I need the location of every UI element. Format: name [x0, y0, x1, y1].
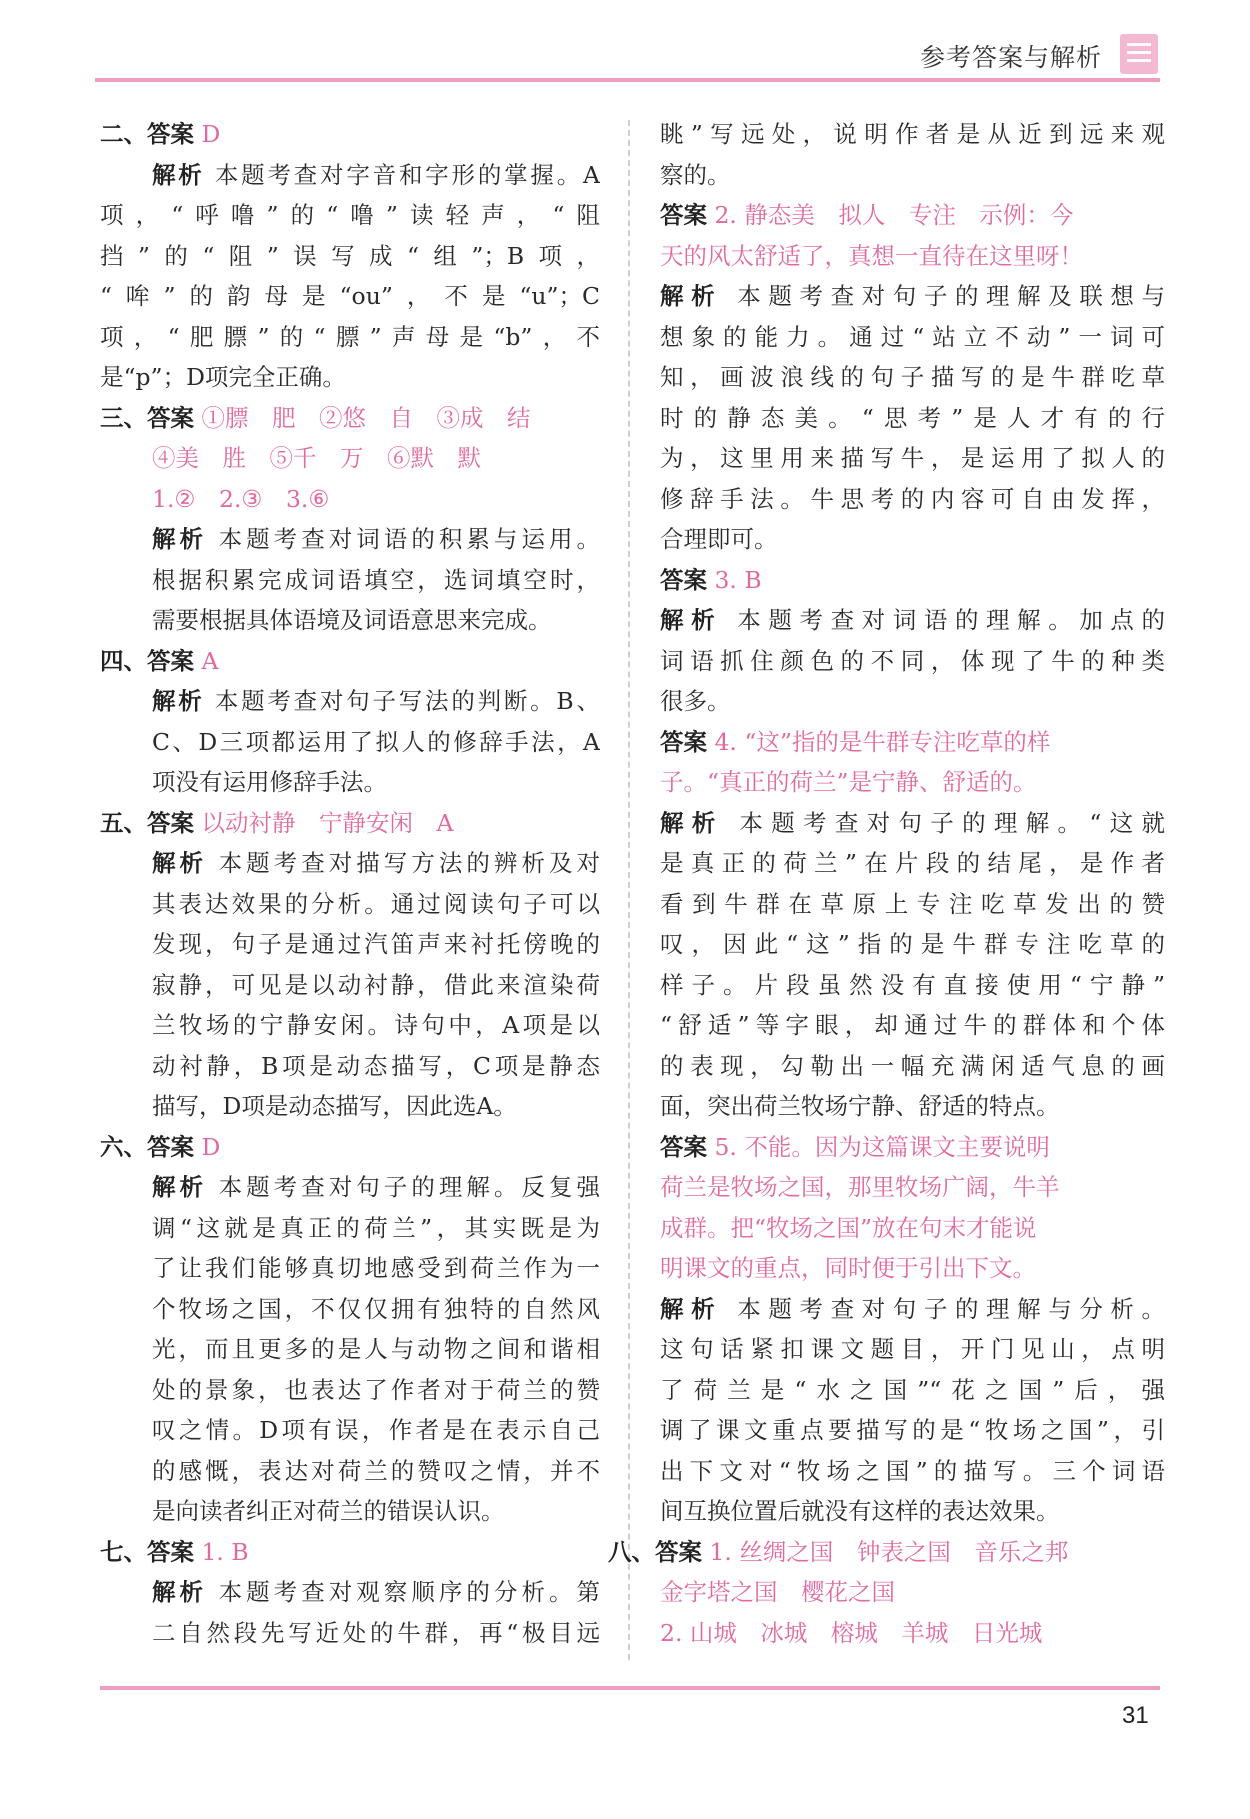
- analysis-label: 解析: [660, 1294, 723, 1323]
- analysis-label: 解析: [152, 687, 205, 715]
- page-header-title: 参考答案与解析: [920, 43, 1103, 72]
- answer-label: 答案: [147, 403, 194, 432]
- section-4-answer: 四、答案 A: [100, 646, 219, 675]
- analysis-label: 解析: [660, 606, 723, 634]
- header-divider: [95, 78, 1160, 82]
- answer-value: D: [201, 1132, 221, 1161]
- book-icon: [1120, 34, 1158, 74]
- analysis-label: 解析: [152, 849, 208, 877]
- answer-4: 答案 4. “这”指的是牛群专注吃草的样: [660, 727, 1051, 756]
- left-column: 二、答案 D 解析 本题考查对字音和字形的掌握。A 项，“呼噜”的“噜”读轻声，“阻 挡”的“阻”误写成“组”；B项， “哞”的韵母是“ou”，不是“u”；C 项，“肥膘”的“膘”声母是“b”，不 是“p”；D项完全正确。 三、答案 ①膘 肥 ②悠 自 ③成 结 ④美 胜 ⑤千 万 ⑥默 默 1.② 2.③ 3.⑥ 解析 本题考查对词语的积累与运用。 根据积累完成词语填空，选词填空时， 需要根据具体语境及词语意思来完成。 四、答案 A 解析 本题考查对句子写法的判断。B、 C、D三项都运用了拟人的修辞手法，A 项没有运用修辞手法。 五、答案 以动衬静 宁静安闲 A 解析 本题考查对描写方法的辨析及对 其表达效果的分析。通过阅读句子可以 发现，句子是通过汽笛声来衬托傍晚的 寂静，可见是以动衬静，借此来渲染荷 兰牧场的宁静安闲。诗句中，A项是以 动衬静，B项是动态描写，C项是静态 描写，D项是动态描写，因此选A。 六、答案 D 解析 本题考查对句子的理解。反复强 调“这就是真正的荷兰”，其实既是为 了让我们能够真切地感受到荷兰作为一 个牧场之国，不仅仅拥有独特的自然风 光，而且更多的是人与动物之间和谐相 处的景象，也表达了作者对于荷兰的赞 叹之情。D项有误，作者是在表示自己 的感慨，表达对荷兰的赞叹之情，并不 是向读者纠正对荷兰的错误认识。 七、答案 1. B 解析 本题考查对观察顺序的分析。第 二自然段先写近处的牛群，再“极目远: [100, 114, 600, 1653]
- analysis-label: 解析: [152, 525, 208, 553]
- answer-5: 答案 5. 不能。因为这篇课文主要说明: [660, 1132, 1050, 1161]
- right-column: 眺”写远处，说明作者是从近到远来观 察的。 答案 2. 静态美 拟人 专注 示例：今 天的风太舒适了，真想一直待在这里呀！ 解析 本题考查对句子的理解及联想与 想象的能力。通过“站立不动”一词可 知，画波浪线的句子描写的是牛群吃草 时的静态美。“思考”是人才有的行 为，这里用来描写牛，是运用了拟人的 修辞手法。牛思考的内容可自由发挥， 合理即可。 答案 3. B 解析 本题考查对词语的理解。加点的 词语抓住颜色的不同，体现了牛的种类 很多。 答案 4. “这”指的是牛群专注吃草的样 子。“真正的荷兰”是宁静、舒适的。 解析 本题考查对句子的理解。“这就 是真正的荷兰”在片段的结尾，是作者 看到牛群在草原上专注吃草发出的赞 叹，因此“这”指的是牛群专注吃草的 样子。片段虽然没有直接使用“宁静” “舒适”等字眼，却通过牛的群体和个体 的表现，勾勒出一幅充满闲适气息的画 面，突出荷兰牧场宁静、舒适的特点。 答案 5. 不能。因为这篇课文主要说明 荷兰是牧场之国，那里牧场广阔，牛羊 成群。把“牧场之国”放在句末才能说 明课文的重点，同时便于引出下文。 解析 本题考查对句子的理解与分析。 这句话紧扣课文题目，开门见山，点明 了荷兰是“水之国”“花之国”后，强 调了课文重点要描写的是“牧场之国”，引 出下文对“牧场之国”的描写。三个词语 间互换位置后就没有这样的表达效果。 八、答案 1. 丝绸之国 钟表之国 音乐之邦 金字塔之国 樱花之国 2. 山城 冰城 榕城 羊城 日光城: [608, 120, 1165, 1647]
- answer-value: 以动衬静 宁静安闲 A: [201, 808, 454, 837]
- analysis-label: 解析: [660, 808, 724, 837]
- column-divider: [628, 120, 630, 1660]
- section-8-answer: 八、答案 1. 丝绸之国 钟表之国 音乐之邦: [608, 1537, 1069, 1566]
- answer-label: 答案: [660, 565, 707, 594]
- answer-value: 1. B: [201, 1537, 249, 1566]
- answer-value: ①膘 肥 ②悠 自 ③成 结: [201, 403, 531, 432]
- answer-label: 答案: [660, 727, 707, 756]
- answer-value: A: [201, 646, 219, 675]
- analysis-label: 解析: [152, 160, 205, 189]
- footer-divider: [100, 1686, 1160, 1690]
- analysis-label: 解析: [660, 282, 723, 310]
- section-3-answer: 三、答案 ①膘 肥 ②悠 自 ③成 结: [100, 403, 531, 432]
- section-5-answer: 五、答案 以动衬静 宁静安闲 A: [100, 808, 454, 837]
- answer-label: 答案: [660, 1132, 707, 1161]
- answer-label: 答案: [147, 808, 194, 837]
- answer-label: 答案: [147, 1537, 194, 1566]
- answer-label: 答案: [655, 1537, 702, 1566]
- section-7-answer: 七、答案 1. B: [100, 1537, 249, 1566]
- answer-label: 答案: [147, 646, 194, 675]
- answer-3: 答案 3. B: [660, 565, 762, 594]
- answer-label: 答案: [660, 201, 707, 229]
- analysis-label: 解析: [152, 1578, 208, 1606]
- answer-label: 答案: [147, 120, 194, 148]
- answer-value: D: [201, 120, 221, 148]
- section-2-answer: 二、答案 D: [100, 120, 221, 148]
- answer-label: 答案: [147, 1132, 194, 1161]
- answer-2: 答案 2. 静态美 拟人 专注 示例：今: [660, 201, 1074, 229]
- page-number: 31: [1122, 1702, 1149, 1729]
- analysis-label: 解析: [152, 1173, 208, 1201]
- section-6-answer: 六、答案 D: [100, 1132, 221, 1161]
